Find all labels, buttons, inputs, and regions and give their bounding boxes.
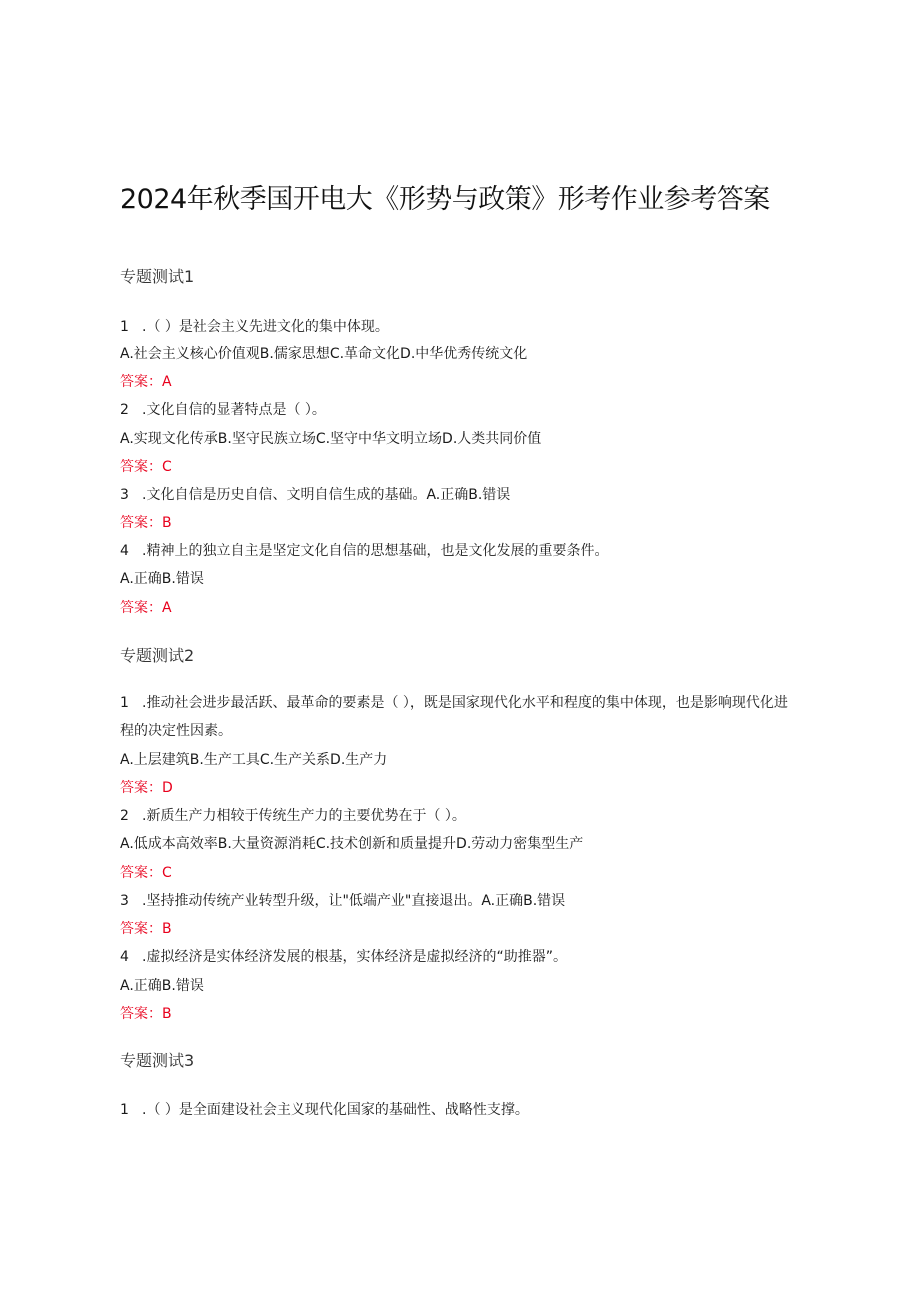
question-number: 1 — [120, 695, 129, 711]
answer-label: 答案：A — [120, 374, 172, 390]
question-stem: .坚持推动传统产业转型升级，让"低端产业"直接退出。A.正确B.错误 — [142, 893, 566, 909]
question-text — [120, 890, 565, 912]
question-number: 4 — [120, 949, 129, 965]
question-number: 3 — [120, 893, 129, 909]
question-text — [120, 316, 389, 338]
question-options: A.正确B.错误 — [120, 571, 204, 587]
page-title: 2024年秋季国开电大《形势与政策》形考作业参考答案 — [120, 184, 770, 215]
question-stem: .（ ）是全面建设社会主义现代化国家的基础性、战略性支撑。 — [142, 1102, 529, 1118]
question-options: A.社会主义核心价值观B.儒家思想C.革命文化D.中华优秀传统文化 — [120, 346, 528, 362]
section-heading: 专题测试1 — [120, 267, 195, 286]
question-number: 2 — [120, 402, 129, 418]
question-options: A.正确B.错误 — [120, 978, 204, 994]
question-options: A.实现文化传承B.坚守民族立场C.坚守中华文明立场D.人类共同价值 — [120, 431, 542, 447]
question-text — [120, 399, 326, 421]
question-number: 1 — [120, 319, 129, 335]
question-stem: .（ ）是社会主义先进文化的集中体现。 — [142, 319, 389, 335]
answer-label: 答案：B — [120, 515, 172, 531]
answer-label: 答案：A — [120, 600, 172, 616]
question-text — [120, 540, 608, 562]
question-number: 4 — [120, 543, 129, 559]
section-heading: 专题测试2 — [120, 646, 195, 665]
question-stem: .新质生产力相较于传统生产力的主要优势在于（ ）。 — [142, 808, 466, 824]
question-options: A.上层建筑B.生产工具C.生产关系D.生产力 — [120, 752, 388, 768]
question-text — [120, 484, 510, 506]
question-text — [120, 805, 466, 827]
question-stem: .精神上的独立自主是坚定文化自信的思想基础，也是文化发展的重要条件。 — [142, 543, 609, 559]
answer-label: 答案：B — [120, 921, 172, 937]
answer-label: 答案：B — [120, 1006, 172, 1022]
section-heading: 专题测试3 — [120, 1051, 195, 1070]
question-options: A.低成本高效率B.大量资源消耗C.技术创新和质量提升D.劳动力密集型生产 — [120, 836, 584, 852]
answer-label: 答案：C — [120, 459, 172, 475]
question-stem: .文化自信是历史自信、文明自信生成的基础。A.正确B.错误 — [142, 487, 511, 503]
question-stem: .推动社会进步最活跃、最革命的要素是（ ），既是国家现代化水平和程度的集中体现，也是影响现代化进程的决定性因素。 — [120, 695, 788, 739]
question-text — [120, 946, 567, 968]
question-text — [120, 1099, 529, 1121]
question-stem: .虚拟经济是实体经济发展的根基，实体经济是虚拟经济的“助推器”。 — [142, 949, 567, 965]
question-number: 1 — [120, 1102, 129, 1118]
answer-label: 答案：D — [120, 780, 173, 796]
question-number: 3 — [120, 487, 129, 503]
question-number: 2 — [120, 808, 129, 824]
question-stem: .文化自信的显著特点是（ ）。 — [142, 402, 326, 418]
question-text — [120, 689, 800, 745]
answer-label: 答案：C — [120, 865, 172, 881]
